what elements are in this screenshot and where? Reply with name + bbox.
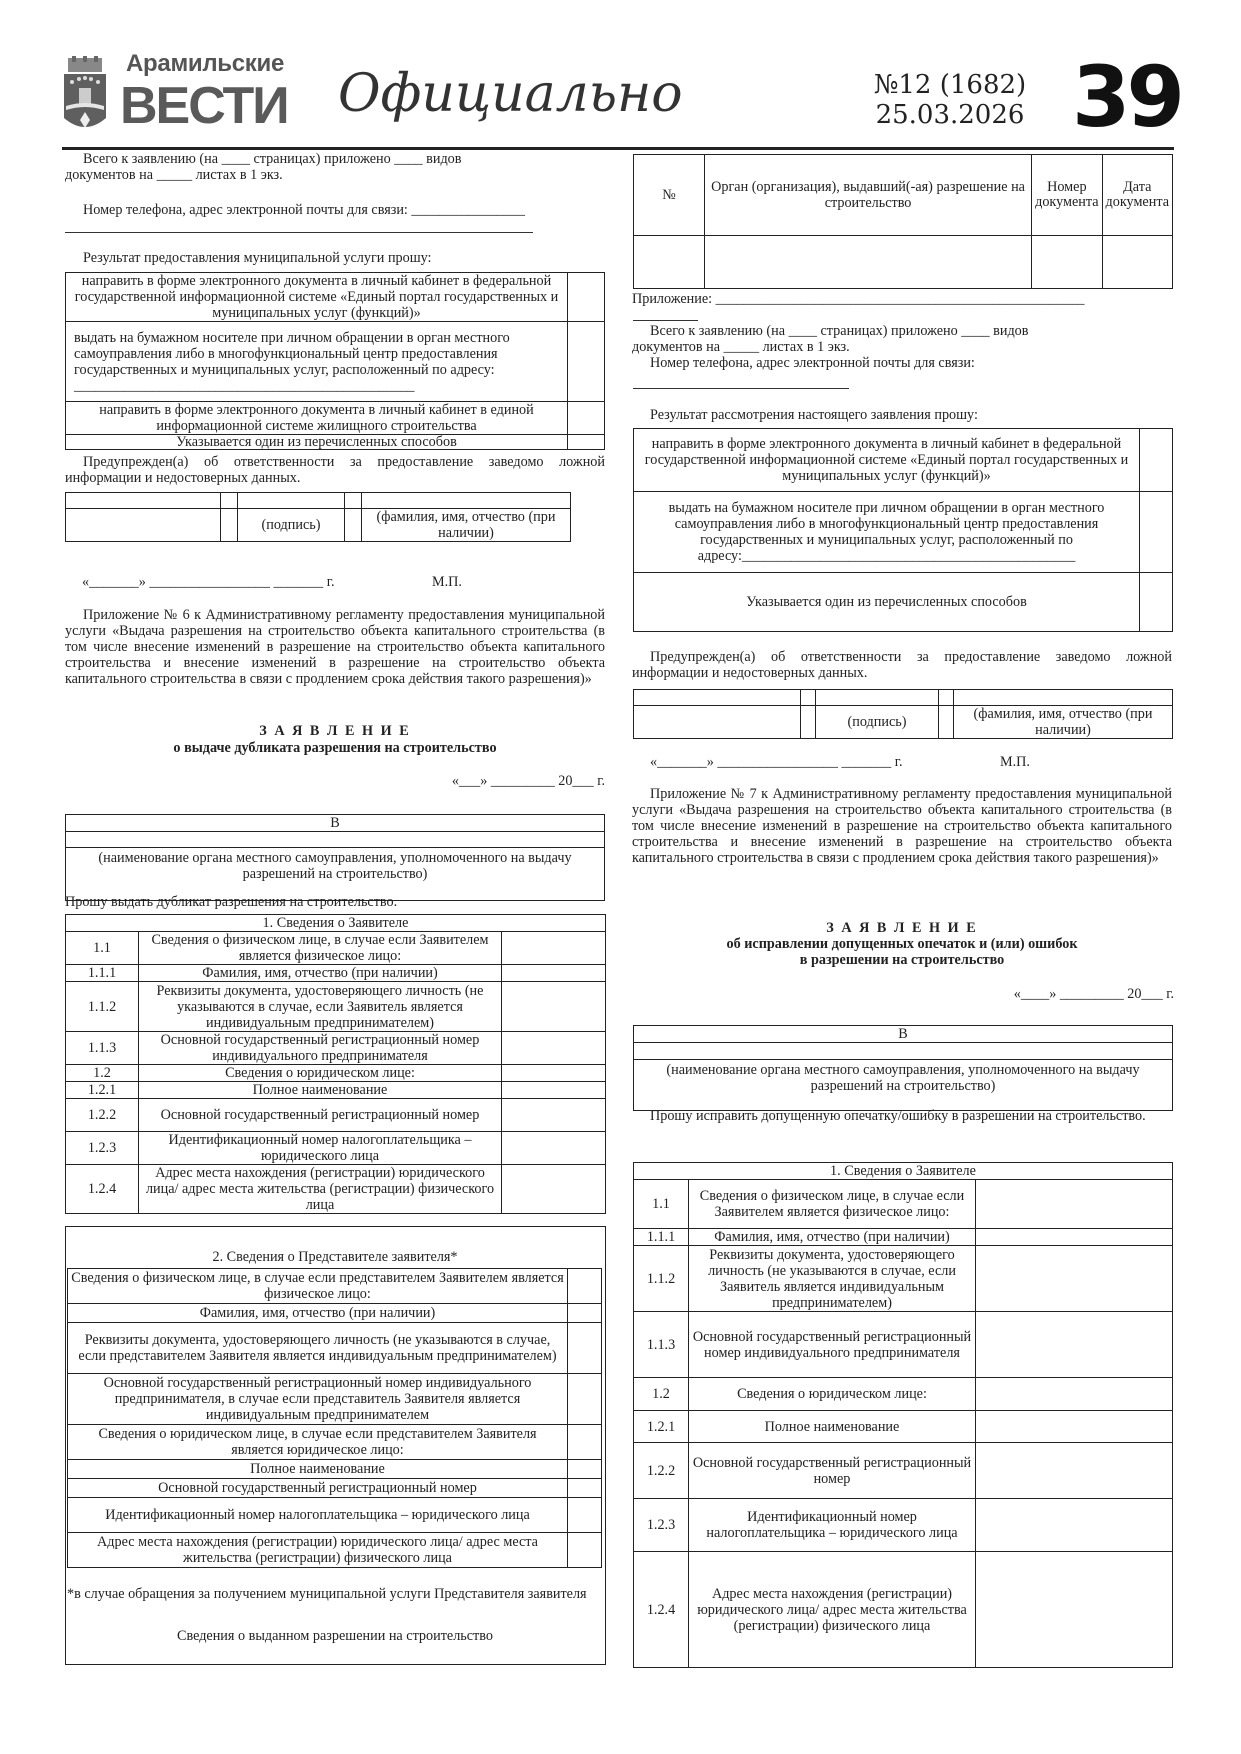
right-signature-table [633,689,1173,739]
to-label: В [66,815,605,832]
value-cell[interactable] [502,932,606,965]
position-field[interactable] [634,690,801,706]
permit-num-cell[interactable] [634,236,705,289]
name-caption: (фамилия, имя, отчество (при наличии) [362,509,571,542]
col-num: № [634,155,705,236]
attachment-line[interactable] [633,320,698,321]
table-row: 1.2.3 Идентификационный номер налогоплательщика – юридического лица [66,1132,606,1165]
table-row: Основной государственный регистрационный номер [68,1479,602,1498]
attach-summary-line-1: Всего к заявлению (на ____ страницах) приложено ____ видов [650,323,1029,339]
table-row: 1.2.4 Адрес места нахождения (регистрации) юридического лица/ адрес места жительства (регистрации) физического лица [66,1165,606,1214]
value-cell[interactable] [502,1099,606,1132]
appendix-7-text: Приложение № 7 к Административному регламенту предоставления муниципальной услуги «Выдача разрешения на строительство объекта капитального строительства (в том числе внесение изменений в разрешение на строительство объекта капитального строительства и внесение изменений в разрешение на строительство объекта капитального строительства в связи с продлением срока действия такого разрешения)» [632,786,1172,866]
permit-info-header: Сведения о выданном разрешении на строительство [177,1628,493,1644]
right-attach-summary [632,323,1172,371]
to-label: В [634,1026,1173,1043]
table-row: Идентификационный номер налогоплательщика – юридического лица [68,1498,602,1533]
result-option-row [634,429,1173,492]
result-option-row [66,273,605,322]
permit-table [633,154,1173,289]
signature-caption: (подпись) [238,509,345,542]
table-row: 1.1.1 Фамилия, имя, отчество (при наличии) [634,1229,1173,1246]
authority-caption: (наименование органа местного самоуправления, уполномоченного на выдачу разрешений на строительство) [66,848,605,901]
value-cell[interactable] [502,982,606,1032]
table-row: Полное наименование [68,1460,602,1479]
applicant-header: 1. Сведения о Заявителе [66,915,606,932]
attach-summary-line-1: Всего к заявлению (на ____ страницах) приложено ____ видов [83,151,462,167]
permit-docdate-cell[interactable] [1102,236,1172,289]
form-subtitle-correction-2: в разрешении на строительство [799,952,1005,968]
result-option-hint: Указывается один из перечисленных способов [634,573,1140,632]
form-date-duplicate: «___» _________ 20___ г. [451,773,605,789]
left-applicant-table [65,914,606,1214]
col-org: Орган (организация), выдавший(-ая) разрешение на строительство [705,155,1032,236]
result-option-label: направить в форме электронного документа в личный кабинет в федеральной государственной информационной системе «Единый портал государственных и муниципальных услуг (функций)» [634,429,1140,492]
left-authority-table [65,814,605,901]
table-row: 1.1.3 Основной государственный регистрационный номер индивидуального предпринимателя [66,1032,606,1065]
request-duplicate: Прошу выдать дубликат разрешения на строительство. [65,894,398,910]
value-cell[interactable] [568,1498,602,1533]
left-result-options-table [65,272,605,450]
value-cell[interactable] [976,1552,1173,1668]
table-row: 1.2.2 Основной государственный регистрационный номер [66,1099,606,1132]
value-cell[interactable] [568,1479,602,1498]
table-row: 1.1.2 Реквизиты документа, удостоверяющего личность (не указываются в случае, если Заявитель является индивидуальным предпринимателем) [66,982,606,1032]
value-cell[interactable] [976,1180,1173,1229]
form-title-correction: З А Я В Л Е Н И Е [826,920,978,936]
result-option-checkbox[interactable] [1140,429,1173,492]
right-warning: Предупрежден(а) об ответственности за предоставление заведомо ложной информации и недостоверных данных. [632,649,1172,681]
left-attach-summary [65,151,605,183]
form-subtitle-duplicate: о выдаче дубликата разрешения на строительство [173,740,497,756]
representative-header: 2. Сведения о Представителе заявителя* [212,1249,458,1265]
result-option-checkbox[interactable] [568,273,605,322]
table-row: Фамилия, имя, отчество (при наличии) [68,1304,602,1323]
value-cell[interactable] [502,1032,606,1065]
authority-caption: (наименование органа местного самоуправления, уполномоченного на выдачу разрешений на строительство) [634,1060,1173,1111]
value-cell[interactable] [502,1065,606,1082]
table-row: Основной государственный регистрационный номер индивидуального предпринимателя, в случае если представитель Заявителя является индивидуальным предпринимателем [68,1374,602,1425]
name-caption: (фамилия, имя, отчество (при наличии) [954,706,1173,739]
left-contact [65,202,605,233]
value-cell[interactable] [976,1411,1173,1443]
result-option-label: выдать на бумажном носителе при личном обращении в орган местного самоуправления либо в многофункциональный центр предоставления государственных и муниципальных услуг, расположенный по адресу:_______________________________________________ [634,492,1140,573]
value-cell[interactable] [502,1132,606,1165]
result-label: Результат рассмотрения настоящего заявления прошу: [650,407,978,423]
section-title: Официально [338,64,683,124]
value-cell[interactable] [976,1312,1173,1378]
brand-name-small: Арамильские [126,50,285,77]
result-option-label: направить в форме электронного документа в личный кабинет в единой информационной системе жилищного строительства [66,402,568,435]
authority-name-field[interactable] [66,832,605,848]
position-field[interactable] [66,493,221,509]
table-row: Адрес места нахождения (регистрации) юридического лица/ адрес места жительства (регистрации) физического лица [68,1533,602,1568]
table-row: Реквизиты документа, удостоверяющего личность (не указываются в случае, если представителем Заявителя является индивидуальным предпринимателем) [68,1323,602,1374]
value-cell[interactable] [568,1269,602,1304]
result-option-checkbox[interactable] [1140,492,1173,573]
attach-summary-line-2: документов на _____ листах в 1 экз. [65,167,283,183]
result-option-label: выдать на бумажном носителе при личном обращении в орган местного самоуправления либо в многофункциональный центр предоставления государственных и муниципальных услуг, расположенный по адресу: ________________________________________________ [66,322,568,402]
table-row: 1.1 Сведения о физическом лице, в случае если Заявителем является физическое лицо: [634,1180,1173,1229]
table-row: 1.1.1 Фамилия, имя, отчество (при наличии) [66,965,606,982]
left-representative-table [67,1268,602,1568]
appendix-6-text: Приложение № 6 к Административному регламенту предоставления муниципальной услуги «Выдача разрешения на строительство объекта капитального строительства (в том числе внесение изменений в разрешение на строительство объекта капитального строительства и внесение изменений в разрешение на строительство объекта капитального строительства в связи с продлением срока действия такого разрешения)» [65,607,605,687]
form-date-correction: «____» _________ 20___ г. [1013,986,1174,1002]
result-label: Результат предоставления муниципальной услуги прошу: [83,250,432,266]
value-cell[interactable] [568,1304,602,1323]
value-cell[interactable] [976,1246,1173,1312]
authority-name-field[interactable] [634,1043,1173,1060]
city-coat-of-arms-icon [62,56,108,136]
result-option-checkbox[interactable] [568,402,605,435]
value-cell[interactable] [976,1378,1173,1411]
right-result-options-table [633,428,1173,632]
left-stamp: М.П. [432,574,462,590]
issue-number: №12 (1682) [873,70,1027,100]
table-row: 1.1.2 Реквизиты документа, удостоверяющего личность (не указываются в случае, если Заявитель является индивидуальным предпринимателем) [634,1246,1173,1312]
result-option-checkbox[interactable] [568,322,605,402]
table-row: 1.2 Сведения о юридическом лице: [634,1378,1173,1411]
value-cell[interactable] [976,1499,1173,1552]
attach-summary-line-2: документов на _____ листах в 1 экз. [632,339,850,355]
value-cell[interactable] [976,1229,1173,1246]
contact-label: Номер телефона, адрес электронной почты для связи: ________________ [83,202,525,218]
signature-field[interactable] [238,493,345,509]
table-row: 1.2 Сведения о юридическом лице: [66,1065,606,1082]
value-cell[interactable] [568,1323,602,1374]
signature-field[interactable] [816,690,939,706]
right-date-line: «_______» _________________ _______ г. [650,754,903,770]
left-warning: Предупрежден(а) об ответственности за предоставление заведомо ложной информации и недостоверных данных. [65,454,605,486]
table-row: 1.2.1 Полное наименование [66,1082,606,1099]
issue-info [870,70,1030,130]
contact-input-line[interactable] [633,388,849,389]
permit-org-cell[interactable] [705,236,1032,289]
table-row: Сведения о физическом лице, в случае если представителем Заявителем является физическое лицо: [68,1269,602,1304]
table-row: 1.2.4 Адрес места нахождения (регистрации) юридического лица/ адрес места жительства (регистрации) физического лица [634,1552,1173,1668]
col-docnum: Номер документа [1032,155,1102,236]
result-option-row [634,573,1173,632]
value-cell[interactable] [568,1374,602,1425]
brand-name-big: ВЕСТИ [120,77,288,135]
permit-docnum-cell[interactable] [1032,236,1102,289]
applicant-header: 1. Сведения о Заявителе [634,1163,1173,1180]
form-title-duplicate: З А Я В Л Е Н И Е [259,723,411,739]
issue-date: 25.03.2026 [875,100,1025,130]
contact-input-line[interactable] [65,218,533,233]
signature-caption: (подпись) [816,706,939,739]
right-stamp: М.П. [1000,754,1030,770]
contact-label: Номер телефона, адрес электронной почты для связи: [650,355,975,371]
result-option-row [66,402,605,435]
table-row: 1.1.3 Основной государственный регистрационный номер индивидуального предпринимателя [634,1312,1173,1378]
value-cell[interactable] [568,1425,602,1460]
right-authority-table [633,1025,1173,1111]
result-option-row [66,322,605,402]
table-row: 1.1 Сведения о физическом лице, в случае если Заявителем является физическое лицо: [66,932,606,965]
result-option-label: направить в форме электронного документа в личный кабинет в федеральной государственной информационной системе «Единый портал государственных и муниципальных услуг (функций)» [66,273,568,322]
right-applicant-table [633,1162,1173,1668]
result-option-hint: Указывается один из перечисленных способов [66,435,568,450]
value-cell[interactable] [502,1165,606,1214]
name-field[interactable] [954,690,1173,706]
col-docdate: Дата документа [1102,155,1172,236]
value-cell[interactable] [502,1082,606,1099]
result-option-row [66,435,605,450]
representative-footnote: *в случае обращения за получением муниципальной услуги Представителя заявителя [67,1586,587,1602]
name-field[interactable] [362,493,571,509]
left-date-line: «_______» _________________ _______ г. [82,574,335,590]
form-subtitle-correction-1: об исправлении допущенных опечаток и (или) ошибок [726,936,1078,952]
result-option-row [634,492,1173,573]
left-signature-table [65,492,571,542]
header-divider [62,147,1174,150]
page-number: 39 [1072,48,1181,146]
table-row: 1.2.2 Основной государственный регистрационный номер [634,1443,1173,1499]
attachment-label: Приложение: ____________________________________________________ [632,291,1085,307]
table-row: 1.2.3 Идентификационный номер налогоплательщика – юридического лица [634,1499,1173,1552]
value-cell[interactable] [976,1443,1173,1499]
request-correction: Прошу исправить допущенную опечатку/ошибку в разрешении на строительство. [650,1108,1146,1124]
table-row: 1.2.1 Полное наименование [634,1411,1173,1443]
value-cell[interactable] [568,1460,602,1479]
value-cell[interactable] [568,1533,602,1568]
value-cell[interactable] [502,965,606,982]
table-row: Сведения о юридическом лице, в случае если представителем Заявителя является юридическое лицо: [68,1425,602,1460]
